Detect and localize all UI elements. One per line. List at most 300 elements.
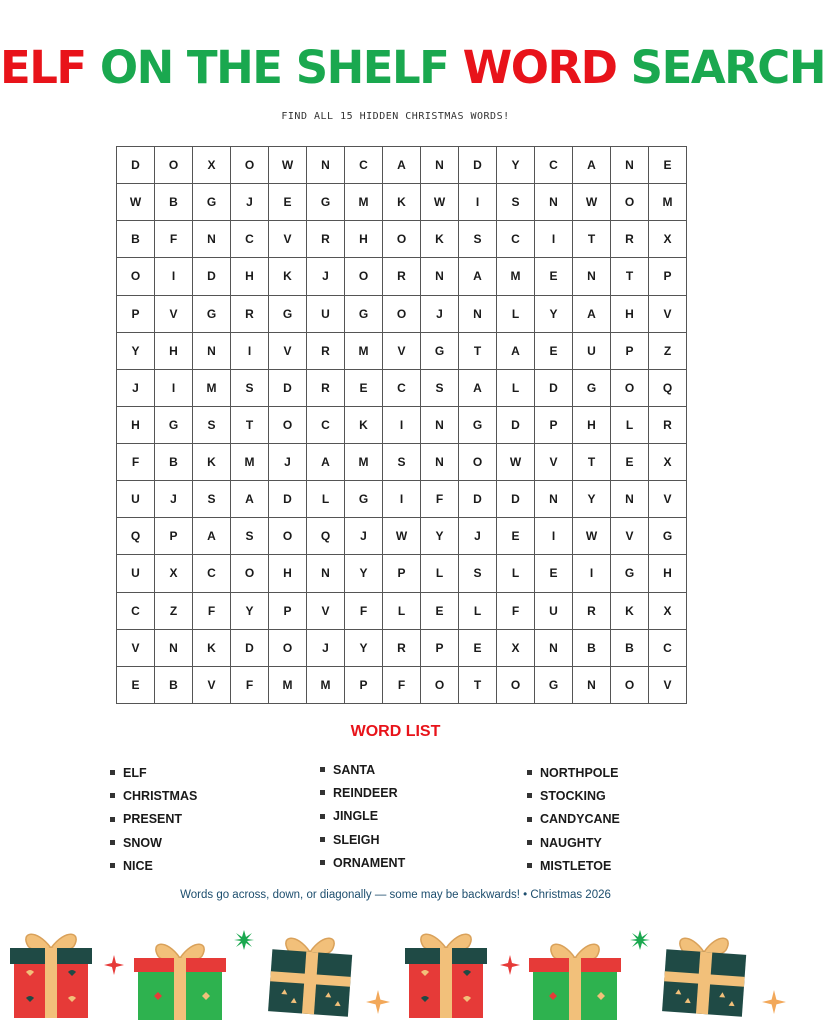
grid-cell: J xyxy=(269,444,307,481)
grid-cell: P xyxy=(383,555,421,592)
grid-cell: A xyxy=(231,481,269,518)
grid-cell: P xyxy=(649,258,687,295)
grid-cell: W xyxy=(497,444,535,481)
bullet-icon xyxy=(320,814,325,819)
grid-cell: N xyxy=(535,481,573,518)
grid-cell: M xyxy=(345,184,383,221)
grid-cell: I xyxy=(231,332,269,369)
grid-cell: P xyxy=(421,629,459,666)
grid-cell: N xyxy=(193,221,231,258)
grid-cell: G xyxy=(269,295,307,332)
grid-cell: Y xyxy=(345,555,383,592)
word-list-item xyxy=(110,784,197,807)
grid-cell: A xyxy=(459,258,497,295)
grid-row xyxy=(117,147,687,184)
bullet-icon xyxy=(527,840,532,845)
grid-cell: Y xyxy=(497,147,535,184)
grid-cell: D xyxy=(497,481,535,518)
grid-cell: M xyxy=(193,369,231,406)
grid-cell: G xyxy=(193,184,231,221)
grid-cell: O xyxy=(497,666,535,703)
grid-cell: B xyxy=(155,184,193,221)
grid-cell: G xyxy=(535,666,573,703)
grid-cell: O xyxy=(421,666,459,703)
grid-cell: U xyxy=(117,555,155,592)
grid-cell: L xyxy=(459,592,497,629)
grid-cell: S xyxy=(193,406,231,443)
grid-row xyxy=(117,518,687,555)
grid-cell: R xyxy=(231,295,269,332)
grid-cell: N xyxy=(307,555,345,592)
grid-cell: U xyxy=(535,592,573,629)
grid-cell: O xyxy=(383,295,421,332)
grid-row xyxy=(117,332,687,369)
grid-cell: I xyxy=(383,481,421,518)
grid-cell: Z xyxy=(155,592,193,629)
grid-cell: B xyxy=(573,629,611,666)
title-part-on-the: ON THE xyxy=(99,41,282,94)
grid-cell: Y xyxy=(345,629,383,666)
grid-cell: C xyxy=(345,147,383,184)
word-list-label: NAUGHTY xyxy=(540,835,602,850)
dark-green-gift-icon xyxy=(264,930,356,1018)
grid-cell: G xyxy=(307,184,345,221)
grid-cell: S xyxy=(459,221,497,258)
grid-cell: G xyxy=(611,555,649,592)
title-part-shelf: SHELF xyxy=(295,41,449,94)
grid-row xyxy=(117,406,687,443)
word-list-item xyxy=(320,758,405,781)
word-list-label: SANTA xyxy=(333,762,376,777)
grid-cell: E xyxy=(535,555,573,592)
grid-cell: E xyxy=(421,592,459,629)
gold-sparkle-icon xyxy=(366,990,390,1014)
grid-cell: B xyxy=(117,221,155,258)
grid-cell: Z xyxy=(649,332,687,369)
grid-cell: J xyxy=(117,369,155,406)
grid-cell: S xyxy=(231,369,269,406)
grid-cell: T xyxy=(573,444,611,481)
grid-cell: I xyxy=(459,184,497,221)
grid-cell: Y xyxy=(421,518,459,555)
red-sparkle-icon xyxy=(104,955,124,975)
word-list-column-1 xyxy=(110,761,197,877)
grid-cell: F xyxy=(193,592,231,629)
grid-cell: L xyxy=(497,555,535,592)
grid-cell: P xyxy=(535,406,573,443)
grid-cell: M xyxy=(345,444,383,481)
bullet-icon xyxy=(320,860,325,865)
bullet-icon xyxy=(527,817,532,822)
page-title xyxy=(0,38,825,98)
grid-cell: X xyxy=(497,629,535,666)
grid-cell: B xyxy=(155,666,193,703)
grid-cell: D xyxy=(535,369,573,406)
grid-cell: A xyxy=(307,444,345,481)
grid-cell: T xyxy=(611,258,649,295)
grid-cell: D xyxy=(193,258,231,295)
grid-cell: T xyxy=(459,666,497,703)
grid-cell: W xyxy=(269,147,307,184)
word-list-label: CANDYCANE xyxy=(540,812,620,827)
grid-cell: T xyxy=(459,332,497,369)
grid-cell: O xyxy=(611,666,649,703)
grid-cell: G xyxy=(459,406,497,443)
grid-cell: V xyxy=(535,444,573,481)
grid-row xyxy=(117,184,687,221)
grid-cell: O xyxy=(117,258,155,295)
word-list-label: CHRISTMAS xyxy=(123,788,198,803)
grid-cell: V xyxy=(193,666,231,703)
grid-cell: V xyxy=(383,332,421,369)
grid-cell: V xyxy=(307,592,345,629)
word-list-item xyxy=(110,831,197,854)
grid-cell: K xyxy=(611,592,649,629)
grid-cell: C xyxy=(117,592,155,629)
grid-cell: N xyxy=(573,258,611,295)
grid-cell: A xyxy=(383,147,421,184)
grid-cell: O xyxy=(269,518,307,555)
grid-cell: E xyxy=(117,666,155,703)
grid-cell: X xyxy=(649,221,687,258)
grid-cell: I xyxy=(155,258,193,295)
grid-cell: N xyxy=(155,629,193,666)
grid-cell: O xyxy=(611,184,649,221)
grid-cell: F xyxy=(345,592,383,629)
grid-cell: O xyxy=(231,555,269,592)
grid-cell: A xyxy=(573,147,611,184)
grid-cell: O xyxy=(459,444,497,481)
word-list-item xyxy=(527,831,620,854)
grid-row xyxy=(117,592,687,629)
red-gift-icon-2 xyxy=(401,926,491,1018)
grid-cell: K xyxy=(193,444,231,481)
grid-cell: X xyxy=(649,592,687,629)
grid-cell: I xyxy=(573,555,611,592)
grid-cell: V xyxy=(649,481,687,518)
grid-cell: S xyxy=(421,369,459,406)
grid-cell: G xyxy=(345,295,383,332)
grid-cell: N xyxy=(535,184,573,221)
bullet-icon xyxy=(110,793,115,798)
grid-cell: I xyxy=(155,369,193,406)
bullet-icon xyxy=(110,770,115,775)
word-search-grid xyxy=(116,146,687,704)
grid-cell: E xyxy=(459,629,497,666)
grid-cell: J xyxy=(307,629,345,666)
grid-cell: A xyxy=(193,518,231,555)
grid-cell: G xyxy=(193,295,231,332)
grid-cell: A xyxy=(459,369,497,406)
grid-cell: F xyxy=(231,666,269,703)
grid-cell: Q xyxy=(649,369,687,406)
grid-cell: W xyxy=(117,184,155,221)
word-list-label: REINDEER xyxy=(333,785,398,800)
word-list-item xyxy=(110,761,197,784)
grid-row xyxy=(117,629,687,666)
grid-cell: D xyxy=(497,406,535,443)
grid-cell: K xyxy=(383,184,421,221)
word-list-item xyxy=(527,761,620,784)
grid-cell: N xyxy=(421,258,459,295)
grid-cell: J xyxy=(231,184,269,221)
grid-row xyxy=(117,221,687,258)
grid-cell: G xyxy=(649,518,687,555)
grid-cell: J xyxy=(155,481,193,518)
grid-cell: L xyxy=(307,481,345,518)
footer-note: Words go across, down, or diagonally — some may be backwards! • Christmas 2026 xyxy=(180,889,611,901)
green-sparkle-icon-2 xyxy=(630,930,650,950)
grid-cell: E xyxy=(345,369,383,406)
grid-cell: E xyxy=(649,147,687,184)
word-list-item xyxy=(320,851,405,874)
word-list-column-3 xyxy=(527,761,620,877)
grid-cell: L xyxy=(497,369,535,406)
grid-cell: K xyxy=(269,258,307,295)
grid-cell: E xyxy=(535,258,573,295)
grid-cell: B xyxy=(155,444,193,481)
word-list-label: PRESENT xyxy=(123,812,183,827)
bullet-icon xyxy=(320,767,325,772)
grid-cell: M xyxy=(269,666,307,703)
word-list-item xyxy=(110,808,197,831)
grid-cell: J xyxy=(345,518,383,555)
grid-cell: R xyxy=(611,221,649,258)
grid-cell: S xyxy=(497,184,535,221)
word-list-item xyxy=(320,781,405,804)
word-list-column-2 xyxy=(320,758,405,874)
grid-cell: U xyxy=(117,481,155,518)
word-list-label: JINGLE xyxy=(333,809,379,824)
grid-cell: N xyxy=(535,629,573,666)
grid-cell: N xyxy=(421,406,459,443)
word-list-item xyxy=(527,808,620,831)
grid-cell: F xyxy=(155,221,193,258)
bullet-icon xyxy=(110,863,115,868)
gold-sparkle-icon-2 xyxy=(762,990,786,1014)
word-list-label: ELF xyxy=(123,765,147,780)
title-part-search: SEARCH xyxy=(630,41,825,94)
bullet-icon xyxy=(527,863,532,868)
grid-cell: J xyxy=(459,518,497,555)
grid-cell: G xyxy=(421,332,459,369)
grid-cell: N xyxy=(611,147,649,184)
grid-cell: Q xyxy=(117,518,155,555)
grid-cell: K xyxy=(193,629,231,666)
green-sparkle-icon xyxy=(234,930,254,950)
grid-cell: W xyxy=(573,518,611,555)
grid-cell: X xyxy=(649,444,687,481)
grid-cell: S xyxy=(383,444,421,481)
bullet-icon xyxy=(527,770,532,775)
grid-row xyxy=(117,481,687,518)
grid-cell: O xyxy=(155,147,193,184)
grid-cell: R xyxy=(383,258,421,295)
grid-cell: M xyxy=(307,666,345,703)
grid-cell: Y xyxy=(117,332,155,369)
grid-cell: O xyxy=(231,147,269,184)
bullet-icon xyxy=(527,793,532,798)
grid-cell: H xyxy=(155,332,193,369)
grid-cell: O xyxy=(383,221,421,258)
grid-cell: D xyxy=(231,629,269,666)
word-list-item xyxy=(527,784,620,807)
word-list-item xyxy=(320,805,405,828)
grid-cell: H xyxy=(117,406,155,443)
grid-row xyxy=(117,555,687,592)
grid-cell: L xyxy=(611,406,649,443)
word-list-label: SNOW xyxy=(123,835,162,850)
grid-cell: R xyxy=(307,369,345,406)
grid-cell: V xyxy=(611,518,649,555)
grid-cell: Q xyxy=(307,518,345,555)
grid-cell: F xyxy=(117,444,155,481)
grid-cell: H xyxy=(611,295,649,332)
grid-cell: N xyxy=(573,666,611,703)
word-list-label: MISTLETOE xyxy=(540,858,612,873)
grid-cell: L xyxy=(383,592,421,629)
grid-cell: J xyxy=(307,258,345,295)
grid-cell: M xyxy=(497,258,535,295)
grid-cell: T xyxy=(573,221,611,258)
grid-cell: N xyxy=(459,295,497,332)
page-subtitle: FIND ALL 15 HIDDEN CHRISTMAS WORDS! xyxy=(281,111,510,122)
grid-cell: R xyxy=(649,406,687,443)
grid-cell: I xyxy=(535,221,573,258)
grid-cell: N xyxy=(611,481,649,518)
grid-cell: Y xyxy=(535,295,573,332)
grid-cell: S xyxy=(193,481,231,518)
word-list-item xyxy=(320,828,405,851)
grid-cell: N xyxy=(307,147,345,184)
grid-cell: W xyxy=(421,184,459,221)
grid-cell: C xyxy=(231,221,269,258)
grid-cell: H xyxy=(573,406,611,443)
grid-cell: Y xyxy=(231,592,269,629)
grid-cell: J xyxy=(421,295,459,332)
bullet-icon xyxy=(320,837,325,842)
title-part-word: WORD xyxy=(462,41,617,94)
grid-cell: A xyxy=(497,332,535,369)
word-list-label: ORNAMENT xyxy=(333,855,406,870)
grid-cell: V xyxy=(117,629,155,666)
grid-cell: O xyxy=(269,406,307,443)
grid-cell: W xyxy=(573,184,611,221)
grid-cell: P xyxy=(155,518,193,555)
grid-cell: R xyxy=(307,332,345,369)
grid-cell: D xyxy=(269,369,307,406)
grid-cell: Y xyxy=(573,481,611,518)
grid-cell: R xyxy=(573,592,611,629)
grid-cell: E xyxy=(269,184,307,221)
grid-cell: F xyxy=(421,481,459,518)
grid-cell: V xyxy=(155,295,193,332)
grid-cell: D xyxy=(459,481,497,518)
grid-cell: K xyxy=(421,221,459,258)
grid-cell: R xyxy=(383,629,421,666)
grid-cell: O xyxy=(345,258,383,295)
grid-cell: C xyxy=(649,629,687,666)
grid-cell: H xyxy=(345,221,383,258)
grid-cell: G xyxy=(155,406,193,443)
grid-cell: P xyxy=(345,666,383,703)
grid-cell: E xyxy=(611,444,649,481)
grid-cell: E xyxy=(535,332,573,369)
grid-cell: D xyxy=(459,147,497,184)
bullet-icon xyxy=(110,817,115,822)
grid-cell: C xyxy=(497,221,535,258)
grid-cell: M xyxy=(649,184,687,221)
grid-cell: A xyxy=(573,295,611,332)
grid-cell: D xyxy=(117,147,155,184)
grid-cell: P xyxy=(117,295,155,332)
grid-cell: O xyxy=(611,369,649,406)
grid-cell: V xyxy=(269,221,307,258)
grid-cell: I xyxy=(383,406,421,443)
grid-cell: L xyxy=(497,295,535,332)
grid-cell: F xyxy=(383,666,421,703)
grid-row xyxy=(117,295,687,332)
grid-cell: G xyxy=(573,369,611,406)
grid-cell: V xyxy=(649,666,687,703)
grid-row xyxy=(117,369,687,406)
grid-cell: H xyxy=(231,258,269,295)
grid-cell: I xyxy=(535,518,573,555)
word-list-label: STOCKING xyxy=(540,788,606,803)
grid-row xyxy=(117,444,687,481)
grid-cell: C xyxy=(383,369,421,406)
grid-cell: D xyxy=(269,481,307,518)
grid-cell: E xyxy=(497,518,535,555)
bullet-icon xyxy=(320,790,325,795)
grid-cell: M xyxy=(231,444,269,481)
title-part-elf: ELF xyxy=(0,41,86,94)
red-sparkle-icon-2 xyxy=(500,955,520,975)
grid-row xyxy=(117,666,687,703)
grid-cell: N xyxy=(193,332,231,369)
grid-cell: V xyxy=(649,295,687,332)
word-list-title: WORD LIST xyxy=(350,723,441,740)
word-list-label: NORTHPOLE xyxy=(540,765,619,780)
word-list-item xyxy=(110,854,197,877)
grid-cell: N xyxy=(421,147,459,184)
grid-cell: C xyxy=(307,406,345,443)
green-gift-icon-2 xyxy=(527,938,623,1020)
bullet-icon xyxy=(110,840,115,845)
grid-row xyxy=(117,258,687,295)
word-list-item xyxy=(527,854,620,877)
grid-cell: H xyxy=(269,555,307,592)
grid-cell: S xyxy=(231,518,269,555)
grid-cell: M xyxy=(345,332,383,369)
grid-cell: U xyxy=(573,332,611,369)
grid-cell: F xyxy=(497,592,535,629)
grid-cell: V xyxy=(269,332,307,369)
dark-green-gift-icon-2 xyxy=(658,930,750,1018)
grid-cell: O xyxy=(269,629,307,666)
grid-cell: W xyxy=(383,518,421,555)
grid-cell: L xyxy=(421,555,459,592)
grid-cell: R xyxy=(307,221,345,258)
grid-cell: H xyxy=(649,555,687,592)
grid-cell: X xyxy=(193,147,231,184)
grid-cell: P xyxy=(611,332,649,369)
green-gift-icon xyxy=(132,938,228,1020)
grid-cell: S xyxy=(459,555,497,592)
word-list-label: NICE xyxy=(123,858,153,873)
grid-cell: X xyxy=(155,555,193,592)
grid-cell: U xyxy=(307,295,345,332)
